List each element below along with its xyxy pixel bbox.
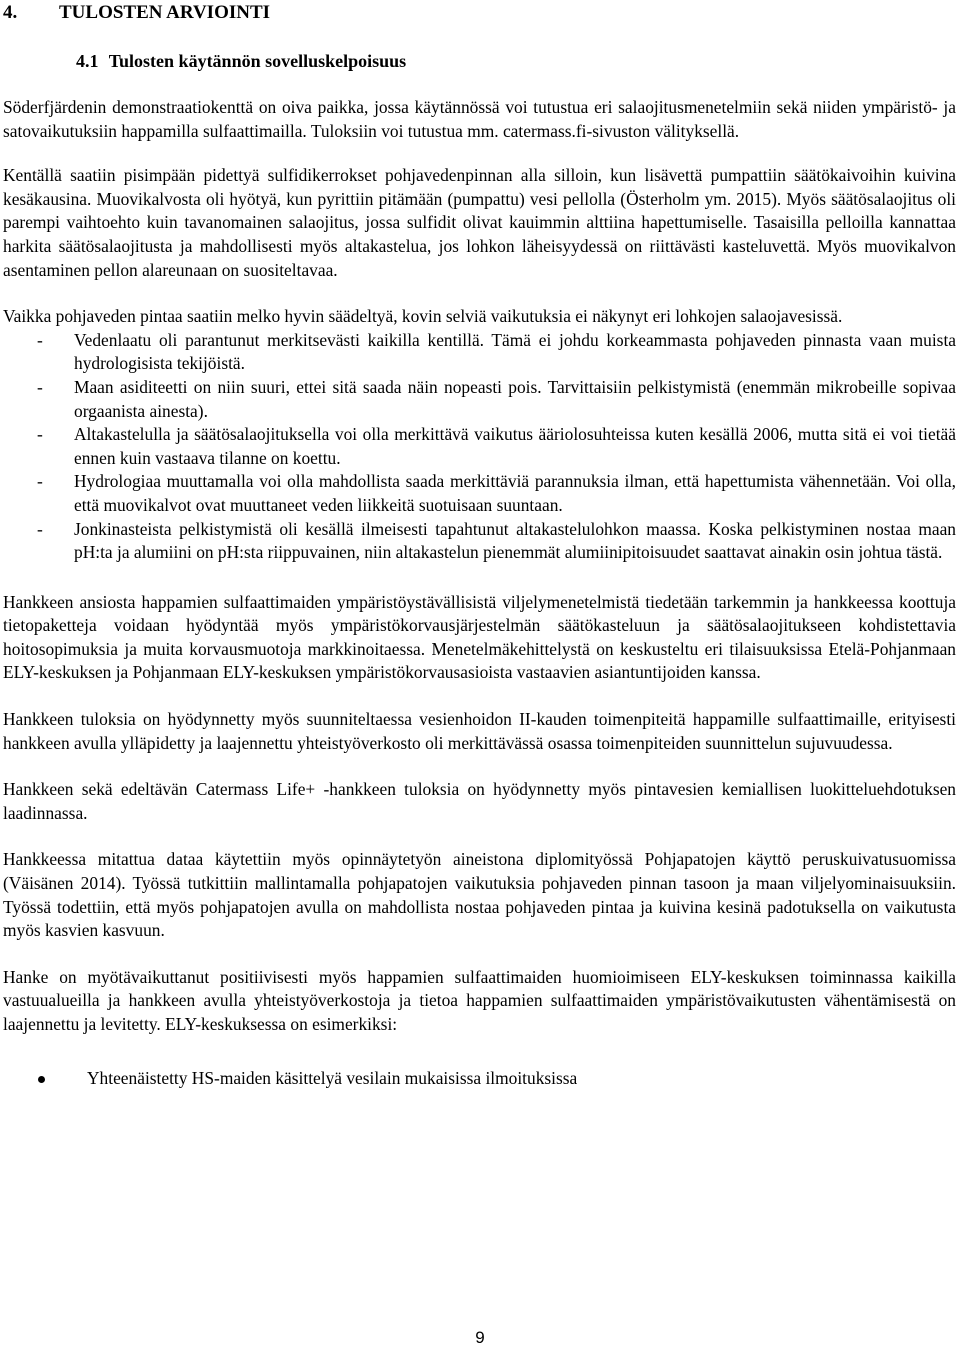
paragraph-ely-centre: Hanke on myötävaikuttanut positiivisesti myös happamien sulfaattimaiden huomioimiseen ELY-keskuksen toiminnassa kaikilla vastuualueilla ja hankkeen avulla yhteistyöverkostoja ja tietoa happamien sulfaattimaiden ympäristövaikutusten vähentämisestä on laajennettu ja levitetty. ELY-keskuksessa on esimerkiksi: (3, 966, 956, 1034)
list-dash: - (37, 376, 43, 397)
section-heading (3, 0, 956, 26)
section-title: TULOSTEN ARVIOINTI (59, 2, 271, 23)
page-number: 9 (475, 1328, 485, 1347)
list-item (3, 423, 956, 470)
subsection-heading (76, 48, 956, 74)
list-item-text: Jonkinasteista pelkistymistä oli kesällä ilmeisesti tapahtunut altakastelulohkon maassa. Koska pelkistyminen nostaa maan pH:ta ja alumiini on pH:sta riippuvainen, niin altakastelun pienemmät alumiinipitoisuudet saattavat ainakin osin johtua tästä. (74, 518, 956, 563)
list-item-text: Maan asiditeetti on niin suuri, ettei sitä saada näin nopeasti pois. Tarvittaisiin pelkistymistä (enemmän mikrobeille sopivaa orgaanista ainesta). (74, 376, 956, 421)
paragraph-field-results: Kentällä saatiin pisimpään pidettyä sulfidikerrokset pohjavedenpinnan alla silloin, kun lisävettä pumpattiin säätökaivoihin kuivina kesäkausina. Muovikalvosta oli hyötyä, kun pyrittiin pitämään (pumpattu) vesi pellolla (Österholm ym. 2015). Myös säätösalaojitus oli parempi vaihtoehto kuin tavanomainen salaojitus, jossa sulfidit olivat kauimmin alttiina hapettumiselle. Tasaisilla pelloilla kannattaa harkita säätösalaojitusta ja mahdollisesti myös altakastelua, jos lohkon läheisyydessä on riittävästi kasteluvettä. Myös muovikalvon asentaminen pellon alareunaan on suositeltavaa. (3, 165, 956, 280)
list-item (3, 518, 956, 565)
list-item-text: Vedenlaatu oli parantunut merkitsevästi kaikilla kentillä. Tämä ei johdu korkeammasta pohjaveden pinnasta vaan muista hydrologisista tekijöistä. (74, 329, 956, 374)
list-dash: - (37, 424, 43, 445)
list-item (3, 376, 956, 423)
findings-list (3, 329, 956, 565)
list-item-text: Altakastelulla ja säätösalaojituksella voi olla merkittävä vaikutus ääriolosuhteissa kuten kesällä 2006, mutta sitä ei voi tietää ennen kuin vastaava tilanne on koettu. (74, 424, 956, 468)
bullet-item (3, 1067, 956, 1091)
list-dash: - (37, 329, 43, 350)
bullet-dot-icon (38, 1076, 45, 1083)
list-dash: - (37, 471, 43, 492)
document-page (3, 0, 956, 1090)
paragraph-groundwater: Vaikka pohjaveden pintaa saatiin melko hyvin säädeltyä, kovin selviä vaikutuksia ei näkynyt eri lohkojen salaojavesissä. (3, 306, 843, 327)
list-dash: - (37, 518, 43, 539)
subsection-title: Tulosten käytännön sovelluskelpoisuus (108, 51, 407, 71)
ely-examples-list (3, 1067, 956, 1091)
list-item-text: Hydrologiaa muuttamalla voi olla mahdollista saada merkittäviä parannuksia ilman, että hapettumista vähennetään. Voi olla, että muovikalvot ovat muuttaneet veden liikkeitä suotuisaan suuntaan. (74, 471, 956, 515)
paragraph-classification: Hankkeen sekä edeltävän Catermass Life+ -hankkeen tuloksia on hyödynnetty myös pintavesien kemiallisen luokitteluehdotuksen laadinnassa. (3, 779, 956, 823)
paragraph-thesis: Hankkeessa mitattua dataa käytettiin myös opinnäytetyön aineistona diplomityössä Pohjapatojen käyttö peruskuivatusuomissa (Väisänen 2014). Työssä tutkittiin mallintamalla pohjapatojen vaikutuksia pohjaveden pinnan tasoon ja maan viljelyominaisuuksiin. Työssä todettiin, että myös pohjapatojen avulla on mahdollista nostaa pohjaveden pintaa ja kuivina kesinä padotuksella on vaikutusta myös kasvien kasvuun. (3, 849, 956, 941)
paragraph-demonstration-field: Söderfjärdenin demonstraatiokenttä on oiva paikka, jossa käytännössä voi tutustua eri salaojitusmenetelmiin sekä niiden ympäristö- ja satovaikutuksiin happamilla sulfaattimailla. Tuloksiin voi tutustua mm. catermass.fi-sivuston välityksellä. (3, 97, 956, 141)
list-item (3, 329, 956, 376)
section-number: 4. (3, 2, 18, 23)
bullet-item-text: Yhteenäistetty HS-maiden käsittelyä vesilain mukaisissa ilmoituksissa (87, 1067, 578, 1088)
paragraph-water-management: Hankkeen tuloksia on hyödynnetty myös suunniteltaessa vesienhoidon II-kauden toimenpiteitä happamille sulfaattimaille, erityisesti hankkeen avulla ylläpidetty ja laajennettu yhteistyöverkosto oli merkittävässä osassa toimenpiteiden suunnittelun sujuvuudessa. (3, 709, 956, 753)
list-item (3, 470, 956, 517)
paragraph-project-benefits: Hankkeen ansiosta happamien sulfaattimaiden ympäristöystävällisistä viljelymenetelmistä tiedetään tarkemmin ja hankkeessa koottuja tietopaketteja voidaan hyödyntää myös ympäristökorvausjärjestelmän säätökasteluun ja säätösalaojitukseen kohdistettavia hoitosopimuksia ja muita korvausmuotoja markkinoitaessa. Menetelmäkehittelystä on keskusteltu eri tilaisuuksissa Etelä-Pohjanmaan ELY-keskuksen ja Pohjanmaan ELY-keskuksen ympäristökorvausasioista vastaavien asiantuntijoiden kanssa. (3, 591, 956, 683)
subsection-number: 4.1 (76, 51, 99, 71)
